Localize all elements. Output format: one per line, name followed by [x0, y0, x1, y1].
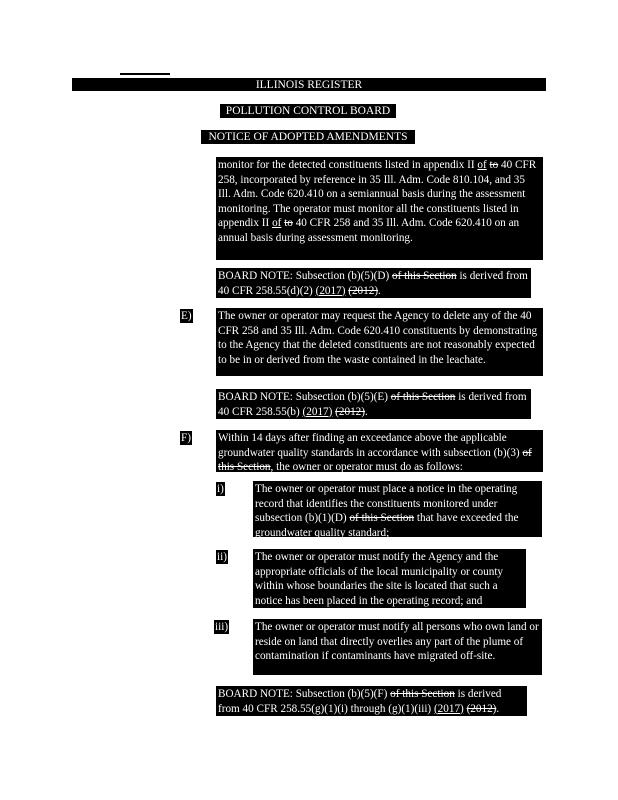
sub-iii-text: The owner or operator must notify all persons who own land or reside on land that directly overlies any part of the plume of contamination if contaminants have migrated off-site.	[253, 619, 542, 675]
sub-iii-label: iii)	[215, 621, 229, 633]
register-title: ILLINOIS REGISTER	[72, 78, 546, 91]
sub-i-label: i)	[217, 483, 224, 495]
board-note-f: BOARD NOTE: Subsection (b)(5)(F) of this Section is derived from 40 CFR 258.55(g)(1)(i) through (g)(1)(iii) (2017) (2012).	[216, 686, 527, 716]
board-title: POLLUTION CONTROL BOARD	[220, 104, 396, 118]
sub-i-text: The owner or operator must place a notice in the operating record that identifies the constituents monitored under subsection (b)(1)(D) of this Section that have exceeded the groundwater quality standard;	[253, 481, 542, 537]
item-e-label: E)	[181, 310, 192, 322]
sub-ii-text: The owner or operator must notify the Agency and the appropriate officials of the local municipality or county within whose boundaries the site is located that such a notice has been placed in the operating record; and	[253, 549, 526, 608]
board-note-d: BOARD NOTE: Subsection (b)(5)(D) of this Section is derived from 40 CFR 258.55(d)(2) (2017) (2012).	[216, 268, 531, 298]
header-top-rule	[120, 73, 170, 75]
item-e-text: The owner or operator may request the Agency to delete any of the 40 CFR 258 and 35 Ill. Adm. Code 620.410 constituents by demonstrating to the Agency that the deleted constituents are not reasonably expected to be in or derived from the waste contained in the leachate.	[216, 308, 543, 376]
item-f-label: F)	[181, 432, 191, 444]
sub-ii-label: ii)	[217, 551, 227, 563]
paragraph-continuation: monitor for the detected constituents listed in appendix II of to 40 CFR 258, incorporated by reference in 35 Ill. Adm. Code 810.104, and 35 Ill. Adm. Code 620.410 on a semiannual basis during the assessment monitoring. The operator must monitor all the constituents listed in appendix II of to 40 CFR 258 and 35 Ill. Adm. Code 620.410 on an annual basis during assessment monitoring.	[216, 157, 543, 260]
item-f-text: Within 14 days after finding an exceedance above the applicable groundwater quality standards in accordance with subsection (b)(3) of this Section, the owner or operator must do as follows:	[216, 430, 543, 472]
notice-title: NOTICE OF ADOPTED AMENDMENTS	[201, 130, 415, 144]
board-note-e: BOARD NOTE: Subsection (b)(5)(E) of this Section is derived from 40 CFR 258.55(b) (2017) (2012).	[216, 389, 531, 419]
